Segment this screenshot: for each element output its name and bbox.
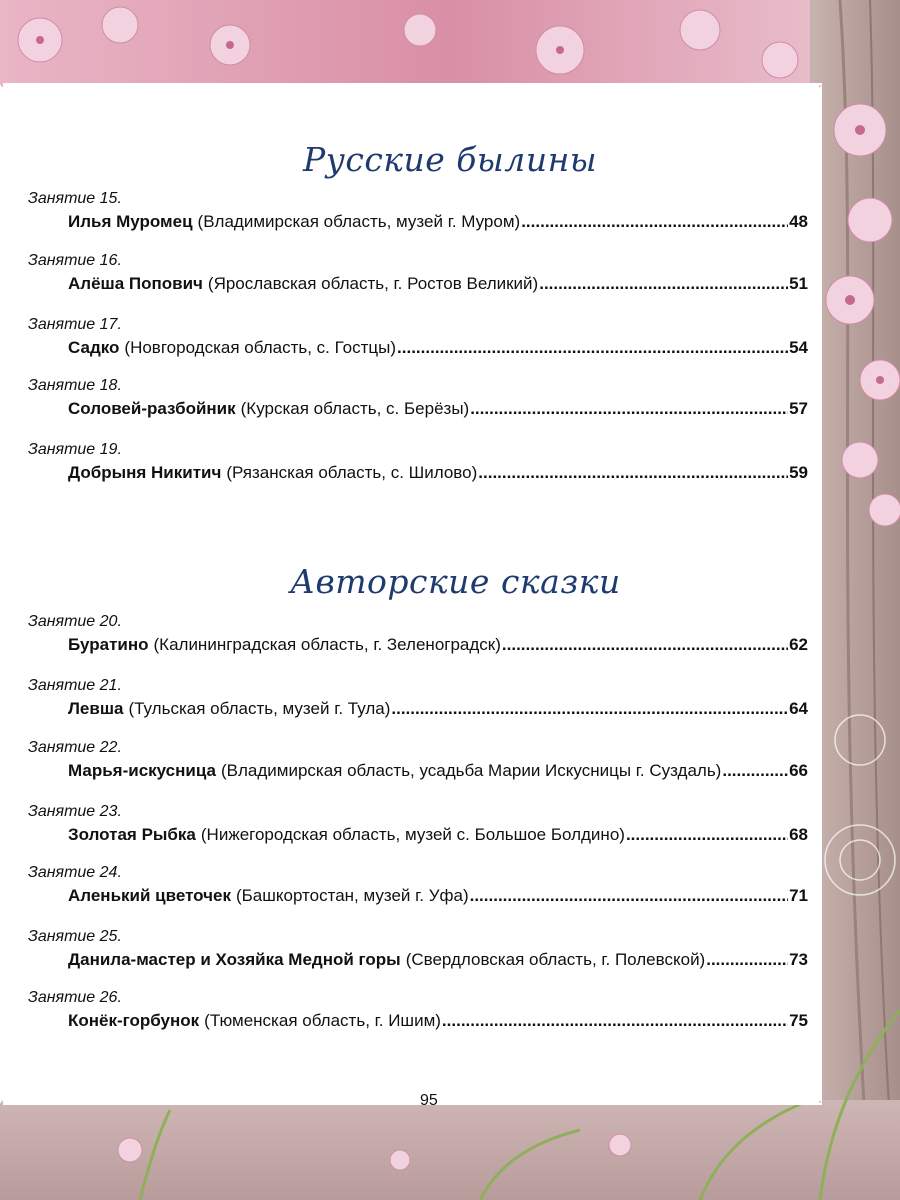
toc-line (68, 462, 808, 484)
toc-line (68, 824, 808, 846)
dot-leader (722, 760, 788, 782)
toc-entry[interactable] (28, 440, 808, 484)
section-title-bylinas: Русские былины (303, 140, 598, 179)
toc-entry[interactable] (28, 988, 808, 1032)
toc-entry[interactable] (28, 612, 808, 656)
entry-page: 62 (789, 635, 808, 654)
dot-leader (706, 949, 788, 971)
entry-place: (Новгородская область, с. Гостцы) (124, 338, 397, 357)
toc-line (68, 885, 808, 907)
dot-leader (470, 398, 788, 420)
lesson-number: Занятие 15. (28, 190, 122, 207)
dot-leader (626, 824, 788, 846)
entry-title: Конёк-горбунок (68, 1011, 200, 1030)
toc-entry[interactable] (28, 863, 808, 907)
entry-title: Золотая Рыбка (68, 825, 196, 844)
entry-page: 75 (789, 1011, 808, 1030)
entry-title: Левша (68, 699, 124, 718)
entry-place: (Тульская область, музей г. Тула) (128, 699, 391, 718)
toc-line (68, 698, 808, 720)
lesson-number: Занятие 26. (28, 989, 122, 1006)
toc-line (68, 949, 808, 971)
entry-page: 48 (789, 212, 808, 231)
entry-place: (Владимирская область, усадьба Марии Искусницы г. Суздаль) (220, 761, 722, 780)
toc-line (68, 1010, 808, 1032)
lesson-number: Занятие 18. (28, 377, 122, 394)
toc-entry[interactable] (28, 927, 808, 971)
toc-entry[interactable] (28, 376, 808, 420)
section-title-author-tales: Авторские сказки (290, 562, 621, 601)
toc-line (68, 398, 808, 420)
toc-entry[interactable] (28, 315, 808, 359)
dot-leader (442, 1010, 788, 1032)
entry-page: 57 (789, 399, 808, 418)
lesson-number: Занятие 22. (28, 739, 122, 756)
toc-line (68, 273, 808, 295)
entry-title: Соловей-разбойник (68, 399, 236, 418)
dot-leader (470, 885, 788, 907)
entry-page: 54 (789, 338, 808, 357)
entry-place: (Нижегородская область, музей с. Большое Болдино) (200, 825, 625, 844)
toc-entry[interactable] (28, 738, 808, 782)
entry-page: 66 (789, 761, 808, 780)
entry-page: 51 (789, 274, 808, 293)
lesson-number: Занятие 16. (28, 252, 122, 269)
lesson-number: Занятие 20. (28, 613, 122, 630)
toc-line (68, 337, 808, 359)
entry-title: Илья Муромец (68, 212, 193, 231)
entry-title: Буратино (68, 635, 149, 654)
entry-place: (Тюменская область, г. Ишим) (204, 1011, 441, 1030)
toc-line (68, 634, 808, 656)
entry-place: (Курская область, с. Берёзы) (240, 399, 470, 418)
lesson-number: Занятие 17. (28, 316, 122, 333)
entry-page: 59 (789, 463, 808, 482)
entry-title: Данила-мастер и Хозяйка Медной горы (68, 950, 401, 969)
lesson-number: Занятие 23. (28, 803, 122, 820)
dot-leader (397, 337, 788, 359)
entry-page: 64 (789, 699, 808, 718)
entry-page: 73 (789, 950, 808, 969)
lesson-number: Занятие 25. (28, 928, 122, 945)
toc-entry[interactable] (28, 189, 808, 233)
entry-title: Садко (68, 338, 120, 357)
entry-title: Алёша Попович (68, 274, 203, 293)
entry-place: (Башкортостан, музей г. Уфа) (235, 886, 469, 905)
lesson-number: Занятие 21. (28, 677, 122, 694)
entry-page: 68 (789, 825, 808, 844)
toc-line (68, 211, 808, 233)
toc-line (68, 760, 808, 782)
entry-place: (Владимирская область, музей г. Муром) (197, 212, 521, 231)
entry-title: Добрыня Никитич (68, 463, 222, 482)
toc-entry[interactable] (28, 676, 808, 720)
entry-place: (Свердловская область, г. Полевской) (405, 950, 706, 969)
lesson-number: Занятие 24. (28, 864, 122, 881)
dot-leader (521, 211, 788, 233)
toc-entry[interactable] (28, 802, 808, 846)
entry-place: (Калининградская область, г. Зеленоградск) (153, 635, 501, 654)
toc-entry[interactable] (28, 251, 808, 295)
lesson-number: Занятие 19. (28, 441, 122, 458)
entry-title: Марья-искусница (68, 761, 216, 780)
page-number: 95 (420, 1092, 438, 1109)
dot-leader (539, 273, 788, 295)
entry-page: 71 (789, 886, 808, 905)
entry-place: (Ярославская область, г. Ростов Великий) (207, 274, 539, 293)
entry-title: Аленький цветочек (68, 886, 231, 905)
dot-leader (478, 462, 788, 484)
entry-place: (Рязанская область, с. Шилово) (226, 463, 478, 482)
dot-leader (502, 634, 788, 656)
dot-leader (391, 698, 788, 720)
